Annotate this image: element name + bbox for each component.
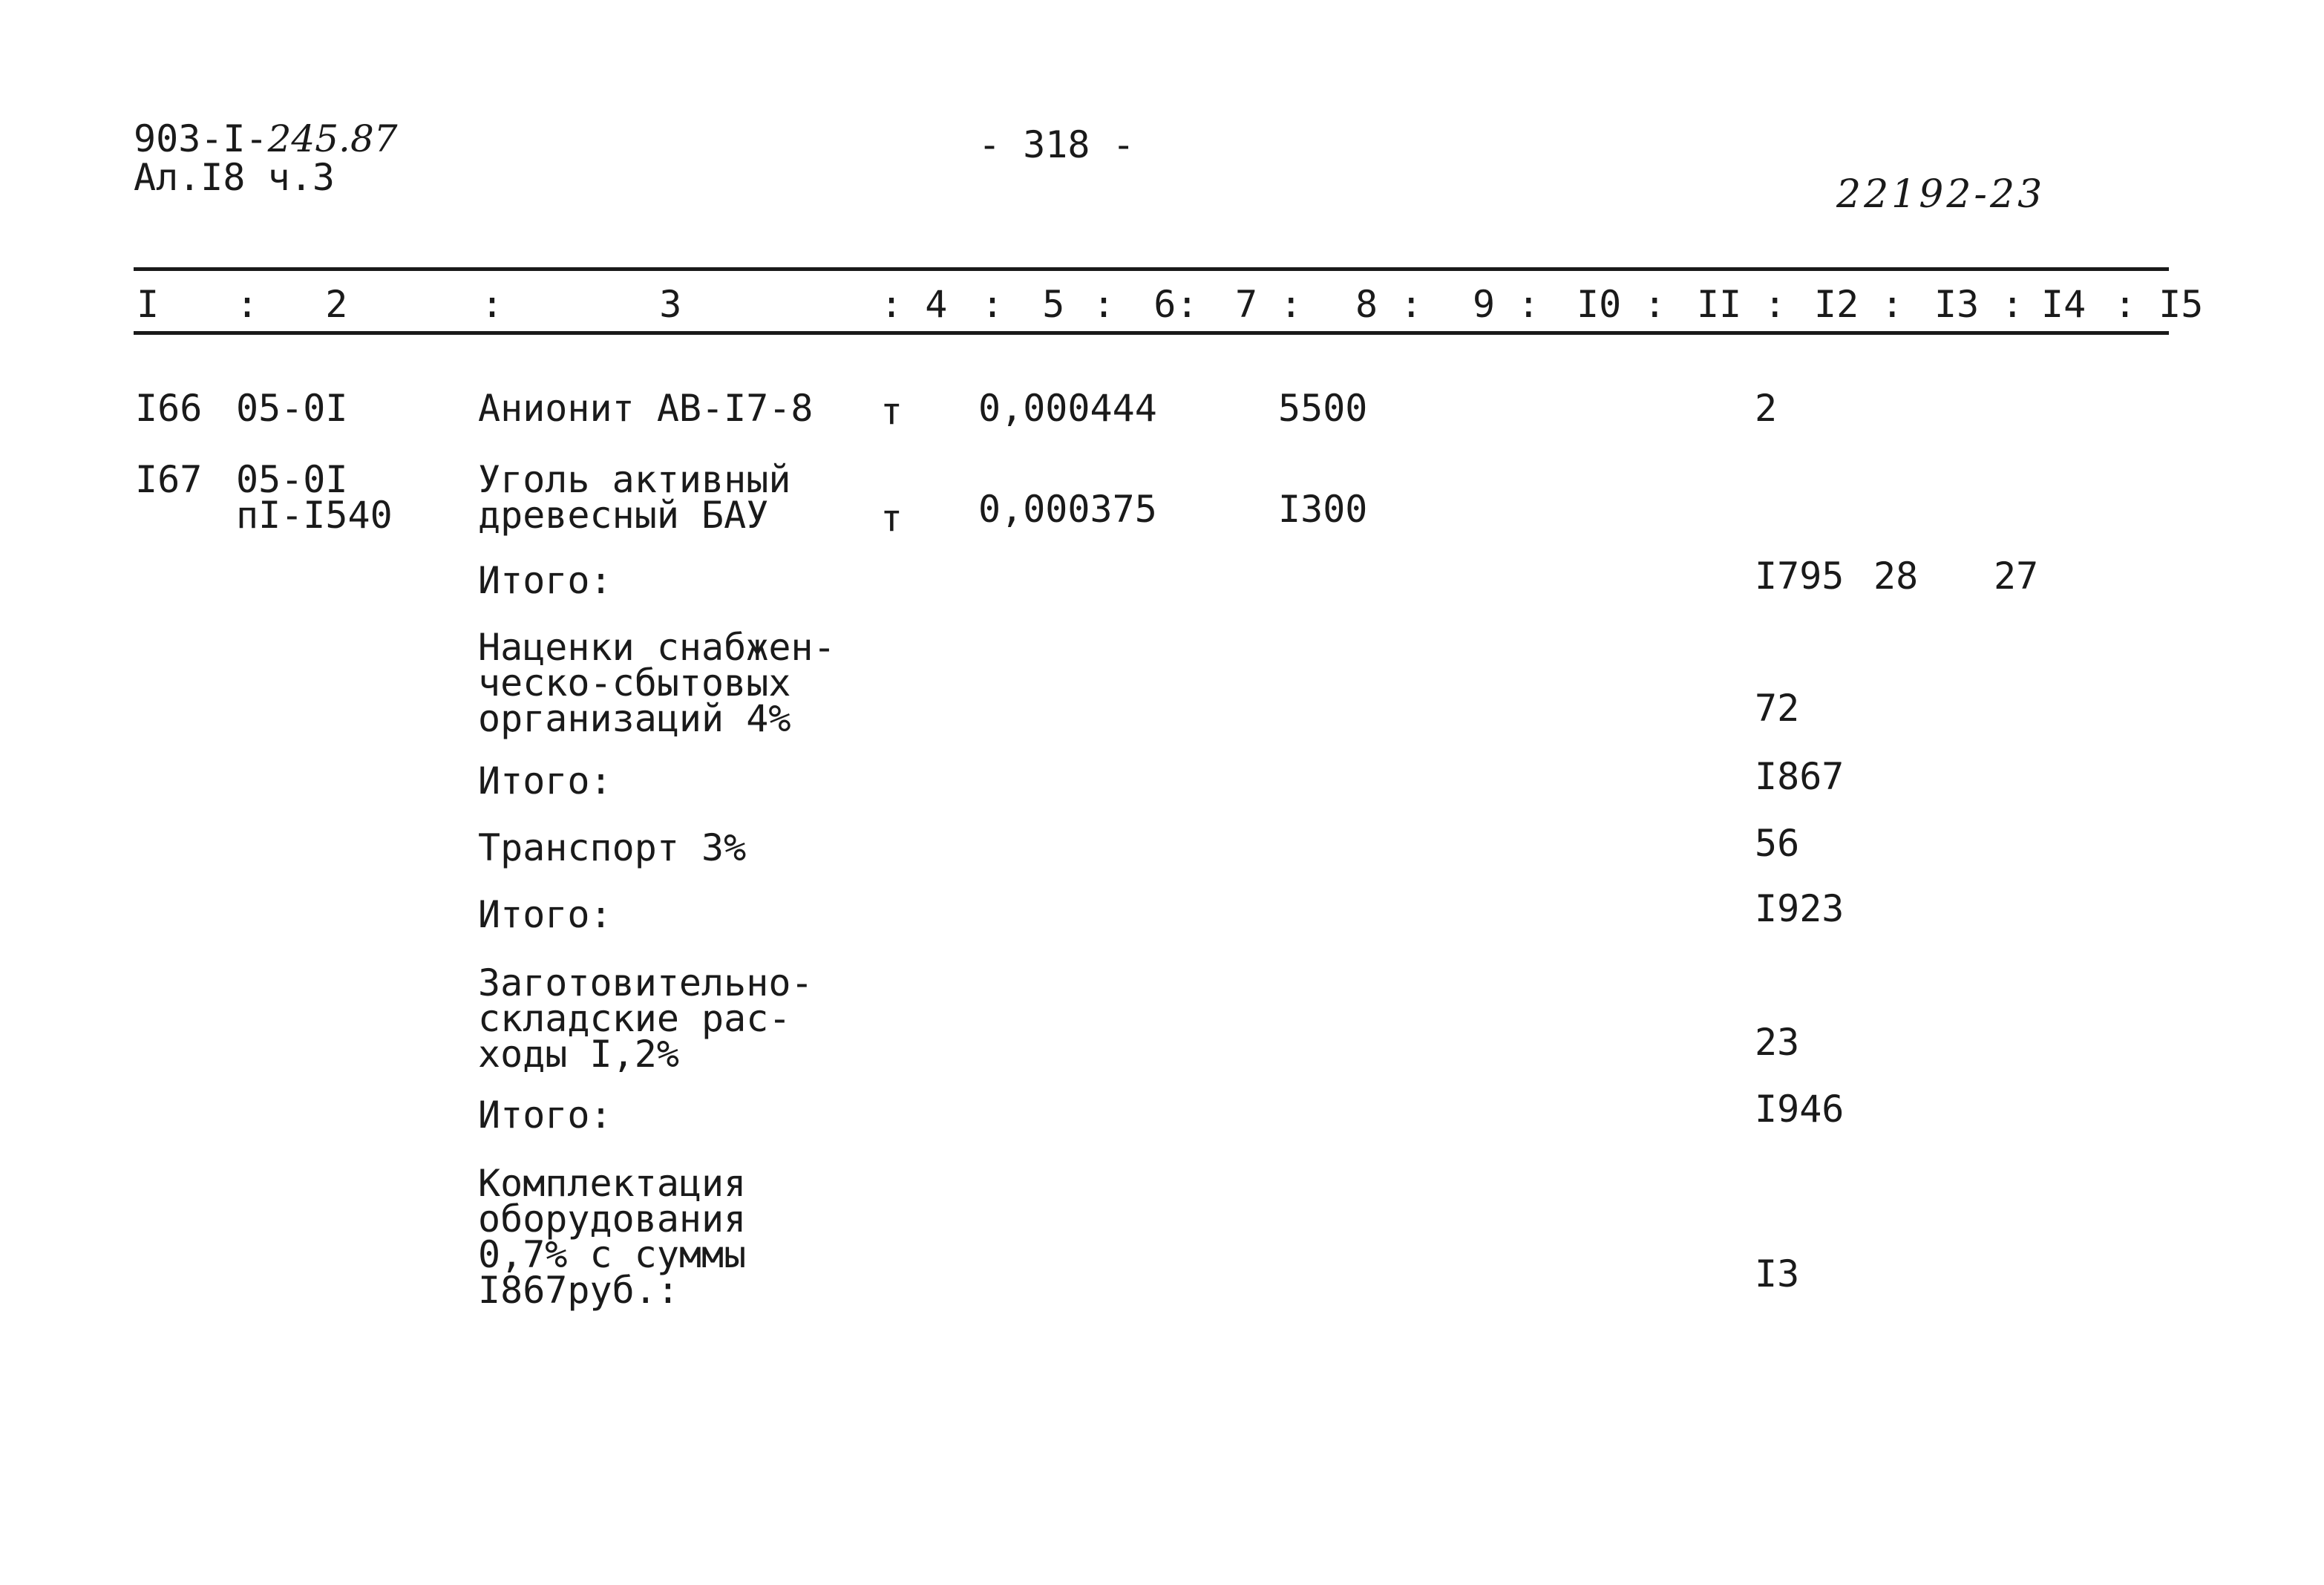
- item-name: Итого:: [478, 1094, 612, 1137]
- column-header: I2 :: [1814, 283, 1904, 326]
- quantity: 0,000375: [978, 488, 1157, 531]
- column-header: I3 :: [1934, 283, 2024, 326]
- unit-price: I300: [1278, 488, 1368, 531]
- row-number: I67: [135, 458, 203, 501]
- column-14-value: 27: [1994, 555, 2039, 598]
- document-number: 22192-23: [1836, 172, 2046, 217]
- document-code: [134, 119, 398, 159]
- sheet-label: Ал.I8 ч.3: [134, 156, 335, 199]
- total-value: I946: [1755, 1088, 1845, 1131]
- unit: т: [880, 497, 903, 540]
- column-header: 8 :: [1355, 283, 1423, 326]
- total-value: 72: [1755, 687, 1800, 730]
- item-name: Итого:: [478, 559, 612, 602]
- column-header: : I5: [2114, 283, 2204, 326]
- item-name: Итого:: [478, 893, 612, 936]
- column-header: I0 :: [1577, 283, 1666, 326]
- item-code: 05-0I: [236, 387, 348, 430]
- column-header: I4: [2041, 283, 2086, 326]
- item-name: Анионит АВ-I7-8: [478, 387, 814, 430]
- total-value: I3: [1755, 1252, 1800, 1295]
- document-code-prefix: 903-I-: [134, 117, 268, 160]
- total-value: 23: [1755, 1021, 1800, 1064]
- item-name: Транспорт 3%: [478, 826, 747, 869]
- column-header: : 5: [981, 283, 1065, 326]
- item-name: Уголь активный древесный БАУ: [478, 458, 791, 537]
- total-value: I795: [1755, 555, 1845, 598]
- column-header: : 2: [236, 283, 348, 326]
- total-value: I923: [1755, 887, 1845, 930]
- column-header: 9 :: [1473, 283, 1540, 326]
- item-name: Наценки снабжен- ческо-сбытовых организаций 4%: [478, 626, 836, 740]
- document-code-handwritten: 245.87: [267, 117, 398, 160]
- row-number: I66: [135, 387, 203, 430]
- column-header: : 6:: [1093, 283, 1199, 326]
- column-header: II :: [1697, 283, 1787, 326]
- table-top-rule: [134, 267, 2169, 271]
- quantity: 0,000444: [978, 387, 1157, 430]
- total-value: I867: [1755, 755, 1845, 798]
- column-header: : 3: [481, 283, 682, 326]
- column-header: I: [137, 283, 160, 326]
- unit: т: [880, 390, 903, 433]
- table-header-rule: [134, 331, 2169, 335]
- total-value: 56: [1755, 822, 1800, 865]
- page-number: - 318 -: [978, 123, 1135, 166]
- column-header: 7 :: [1235, 283, 1303, 326]
- item-code: 05-0I пI-I540: [236, 458, 393, 537]
- item-name: Комплектация оборудования 0,7% с суммы I867руб.:: [478, 1162, 747, 1312]
- total-value: 2: [1755, 387, 1778, 430]
- column-header: : 4: [880, 283, 948, 326]
- column-13-value: 28: [1873, 555, 1919, 598]
- item-name: Итого:: [478, 759, 612, 803]
- unit-price: 5500: [1278, 387, 1368, 430]
- item-name: Заготовительно- складские рас- ходы I,2%: [478, 961, 814, 1076]
